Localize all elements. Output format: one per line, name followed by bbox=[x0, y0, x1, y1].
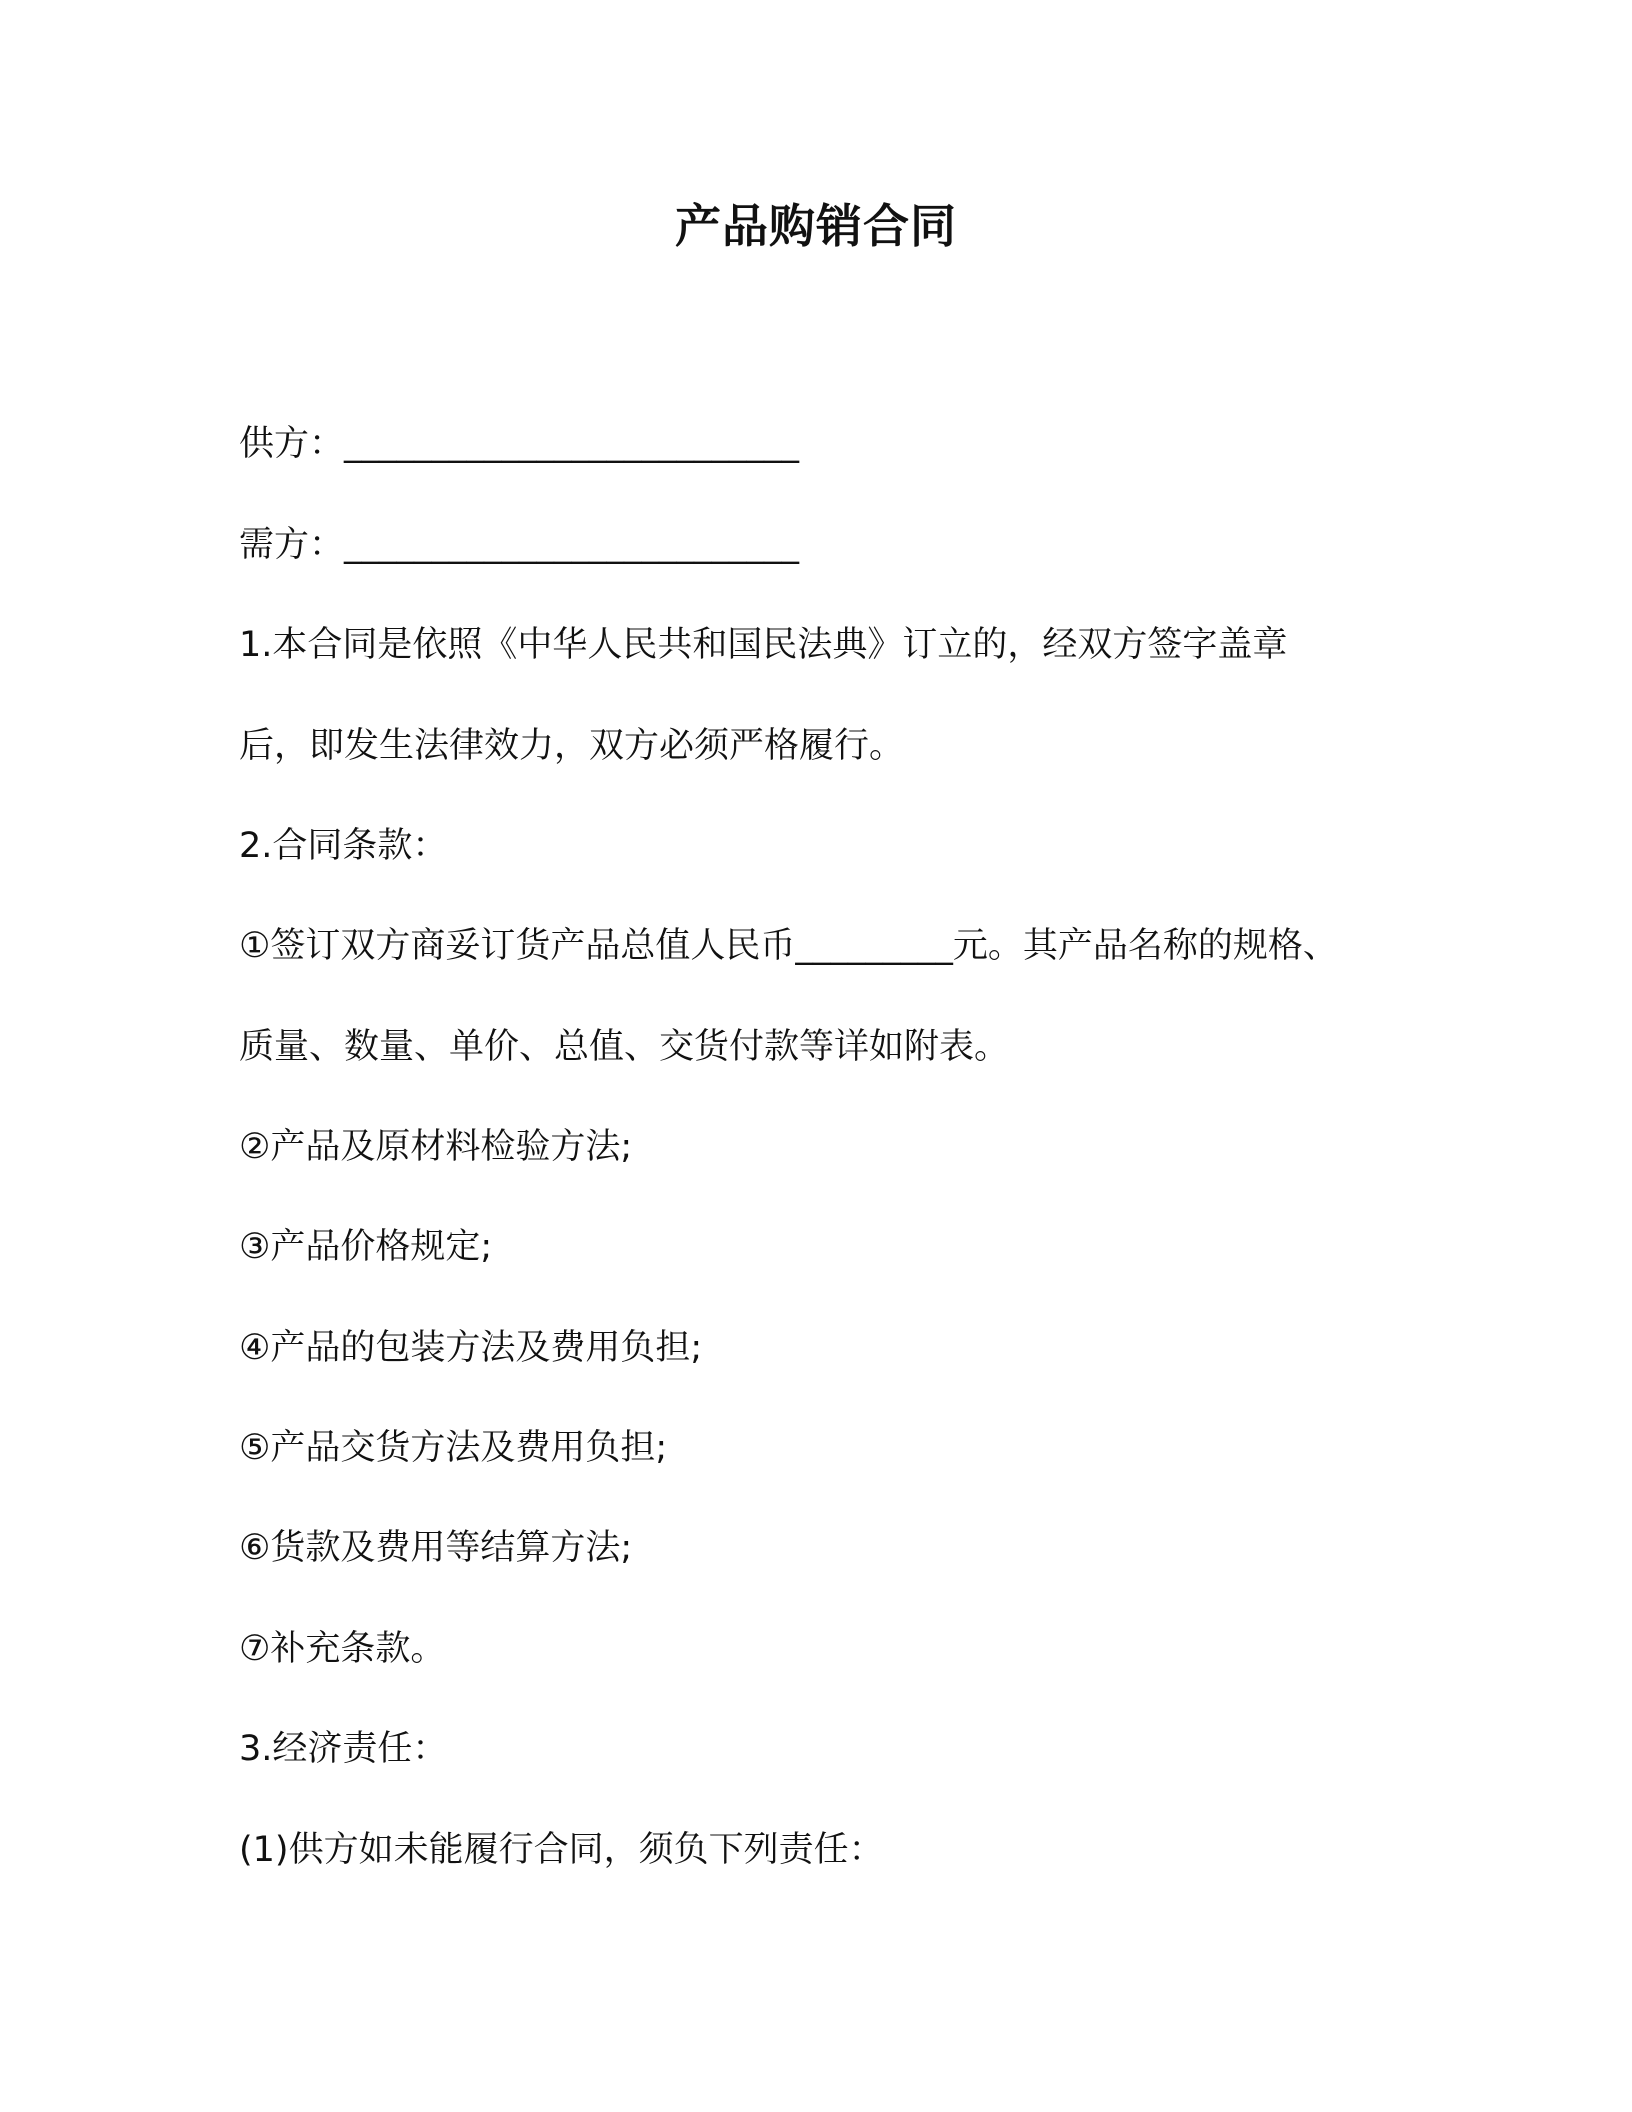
supplier-line: 供方：__________________________ bbox=[239, 424, 800, 464]
buyer-line: 需方：__________________________ bbox=[239, 525, 800, 565]
clause-2-heading: 2.合同条款： bbox=[239, 826, 448, 866]
clause-3-heading: 3.经济责任： bbox=[239, 1729, 448, 1769]
clause-2-item-2: ②产品及原材料检验方法; bbox=[239, 1127, 633, 1167]
clause-1-line-1: 1.本合同是依照《中华人民共和国民法典》订立的，经双方签字盖章 bbox=[239, 625, 1288, 665]
clause-1-line-2: 后，即发生法律效力，双方必须严格履行。 bbox=[239, 726, 905, 766]
clause-2-item-3: ③产品价格规定; bbox=[239, 1227, 493, 1267]
clause-2-item-7: ⑦补充条款。 bbox=[239, 1629, 446, 1669]
clause-2-item-1-line-2: 质量、数量、单价、总值、交货付款等详如附表。 bbox=[239, 1027, 1010, 1067]
clause-3-sub-1: (1)供方如未能履行合同，须负下列责任： bbox=[239, 1830, 884, 1870]
clause-2-item-6: ⑥货款及费用等结算方法; bbox=[239, 1528, 633, 1568]
clause-2-item-5: ⑤产品交货方法及费用负担; bbox=[239, 1428, 668, 1468]
document-title: 产品购销合同 bbox=[675, 199, 957, 253]
clause-2-item-4: ④产品的包装方法及费用负担; bbox=[239, 1328, 703, 1368]
clause-2-item-1-line-1: ①签订双方商妥订货产品总值人民币_________元。其产品名称的规格、 bbox=[239, 926, 1338, 966]
